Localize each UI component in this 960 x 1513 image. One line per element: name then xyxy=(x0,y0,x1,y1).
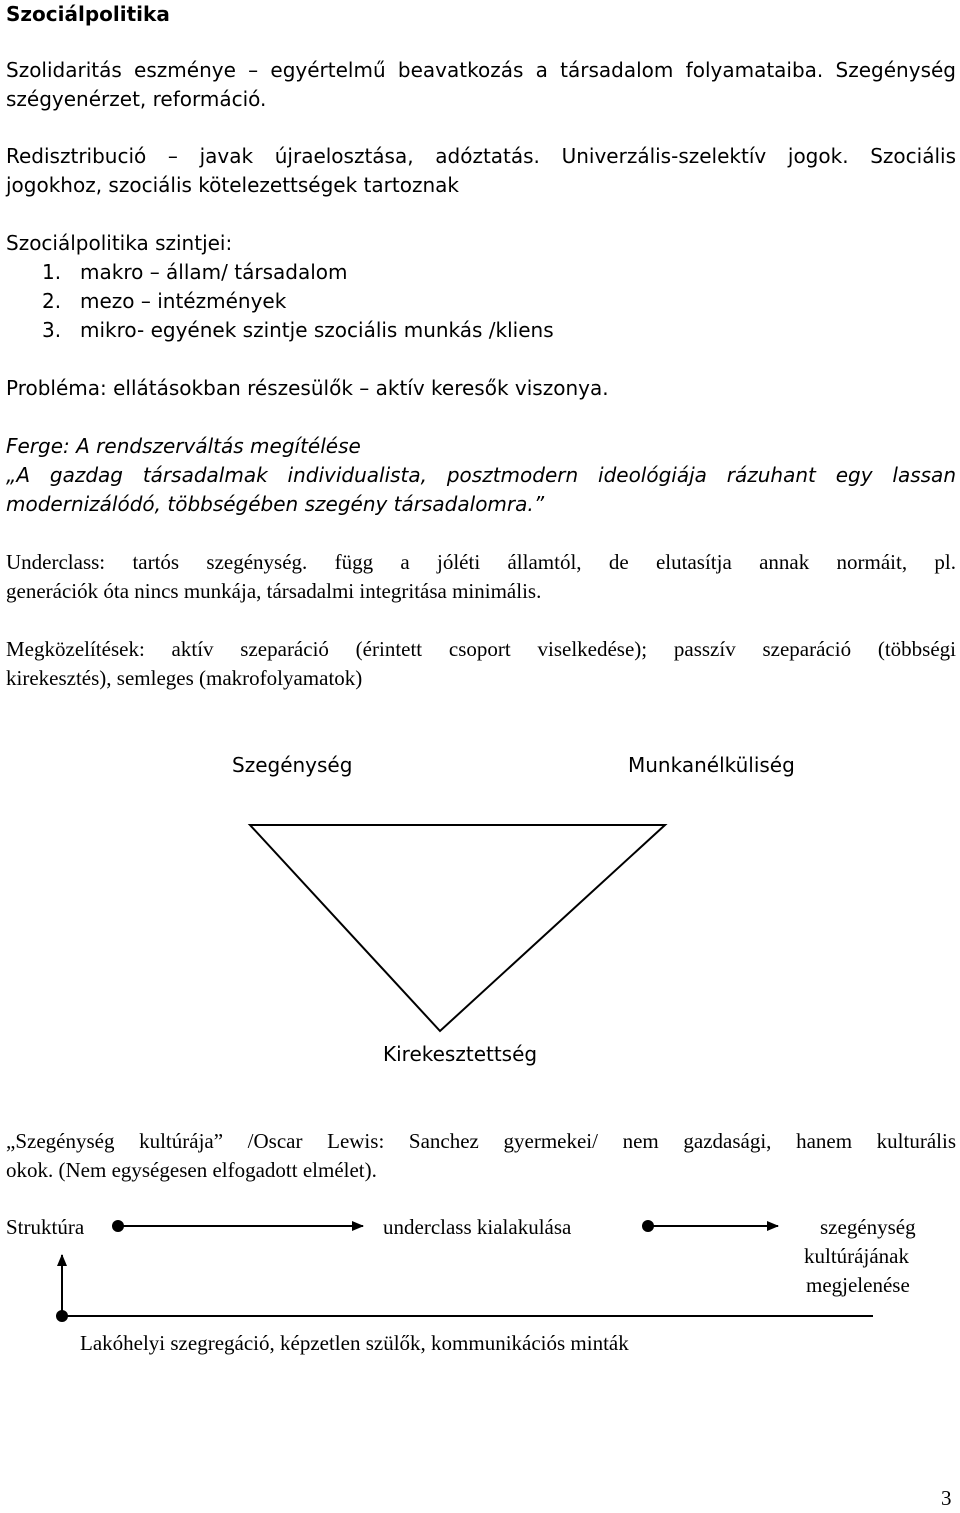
redistribution-line-2: jogokhoz, szociális kötelezettségek tartoznak xyxy=(6,173,459,197)
triangle-label-exclusion: Kirekesztettség xyxy=(383,1042,538,1066)
ferge-quote-line-1: „A gazdag társadalmak individualista, posztmodern ideológiája rázuhant egy lassan xyxy=(6,463,956,487)
problem-statement: Probléma: ellátásokban részesülők – aktív keresők viszonya. xyxy=(6,376,609,400)
underclass-line-2: generációk óta nincs munkája, társadalmi integritása minimális. xyxy=(6,579,542,603)
page-title: Szociálpolitika xyxy=(6,2,170,26)
flow-node-culture-line-3: megjelenése xyxy=(806,1273,910,1297)
approaches-line-1: Megközelítések: aktív szeparáció (érintett csoport viselkedése); passzív szeparáció (többségi xyxy=(6,637,956,661)
flow-node-structure: Struktúra xyxy=(6,1215,85,1239)
culture-line-2: okok. (Nem egységesen elfogadott elmélet). xyxy=(6,1158,377,1182)
solidarity-line-1: Szolidaritás eszménye – egyértelmű beavatkozás a társadalom folyamataiba. Szegénység xyxy=(6,58,956,82)
level-1-number: 1. xyxy=(42,260,62,284)
level-3-text: mikro- egyének szintje szociális munkás /kliens xyxy=(80,318,554,342)
flow-node-underclass: underclass kialakulása xyxy=(383,1215,572,1239)
approaches-line-2: kirekesztés), semleges (makrofolyamatok) xyxy=(6,666,363,690)
flow-node-culture-line-2: kultúrájának xyxy=(804,1244,909,1268)
culture-line-1: „Szegénység kultúrája” /Oscar Lewis: Sanchez gyermekei/ nem gazdasági, hanem kulturális xyxy=(6,1129,956,1153)
levels-heading: Szociálpolitika szintjei: xyxy=(6,231,233,255)
underclass-line-1: Underclass: tartós szegénység. függ a jóléti államtól, de elutasítja annak normáit, pl. xyxy=(6,550,956,574)
level-3-number: 3. xyxy=(42,318,62,342)
level-1-text: makro – állam/ társadalom xyxy=(80,260,348,284)
ferge-quote-line-2: modernizálódó, többségében szegény társadalomra.” xyxy=(6,492,545,516)
level-2-number: 2. xyxy=(42,289,62,313)
flow-bottom-causes: Lakóhelyi szegregáció, képzetlen szülők, kommunikációs minták xyxy=(80,1331,629,1355)
level-2-text: mezo – intézmények xyxy=(80,289,287,313)
solidarity-line-2: szégyenérzet, reformáció. xyxy=(6,87,267,111)
page-number: 3 xyxy=(941,1486,952,1510)
triangle-label-poverty: Szegénység xyxy=(232,753,353,777)
ferge-heading: Ferge: A rendszerváltás megítélése xyxy=(6,434,361,458)
triangle-label-unemployment: Munkanélküliség xyxy=(628,753,795,777)
flow-node-culture-line-1: szegénység xyxy=(820,1215,916,1239)
redistribution-line-1: Redisztribució – javak újraelosztása, adóztatás. Univerzális-szelektív jogok. Szociális xyxy=(6,144,956,168)
